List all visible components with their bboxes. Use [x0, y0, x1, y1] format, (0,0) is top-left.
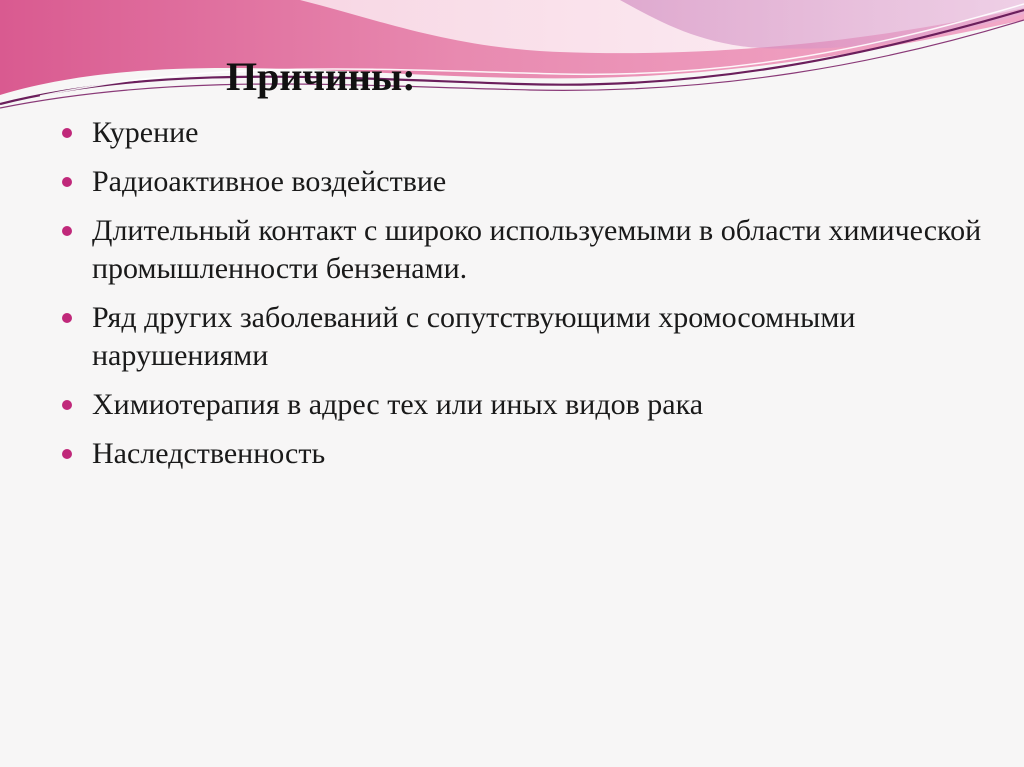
bullet-dot-icon: [62, 128, 72, 138]
bullet-list: [62, 114, 992, 484]
bullet-dot-icon: [62, 449, 72, 459]
list-item: [62, 435, 992, 473]
bullet-dot-icon: [62, 226, 72, 236]
bullet-dot-icon: [62, 177, 72, 187]
slide-title: Причины:: [226, 54, 416, 99]
list-item: [62, 386, 992, 424]
list-item: [62, 114, 992, 152]
bullet-text: Радиоактивное воздействие: [92, 165, 447, 198]
bullet-dot-icon: [62, 400, 72, 410]
list-item: [62, 299, 992, 375]
bullet-text: Химиотерапия в адрес тех или иных видов рака: [92, 388, 704, 421]
decorative-wave-header: [0, 0, 1024, 130]
list-item: [62, 163, 992, 201]
bullet-text: Длительный контакт с широко используемыми в области химической промышленности бензенами.: [92, 214, 982, 285]
bullet-text: Курение: [92, 116, 199, 149]
bullet-text: Наследственность: [92, 437, 326, 470]
bullet-text: Ряд других заболеваний с сопутствующими хромосомными нарушениями: [92, 301, 856, 372]
bullet-dot-icon: [62, 313, 72, 323]
list-item: [62, 212, 992, 288]
